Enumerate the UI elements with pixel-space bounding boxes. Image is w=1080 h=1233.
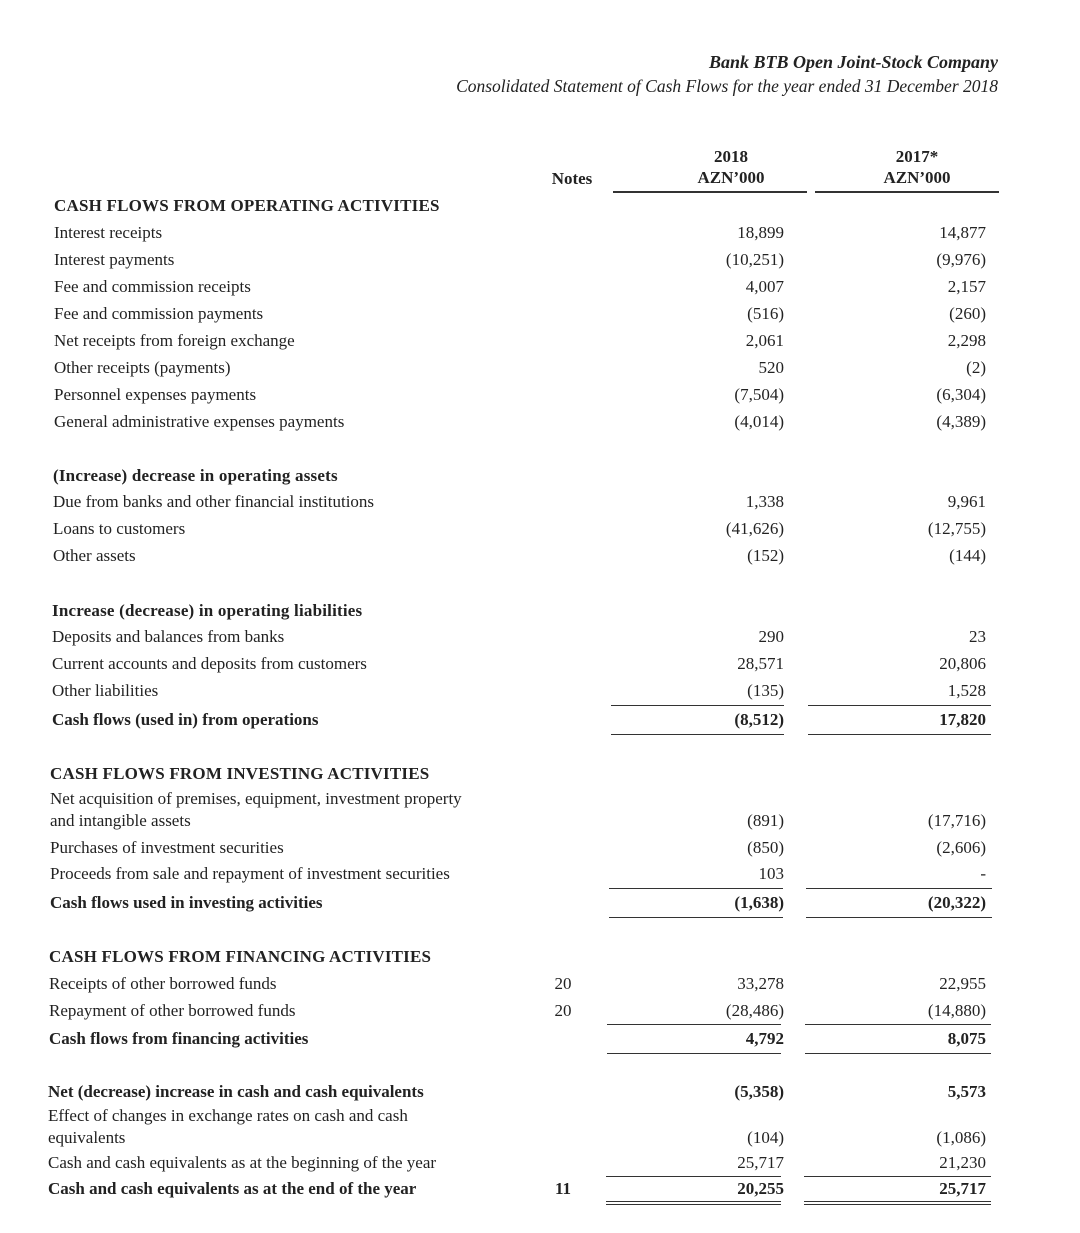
subtotal-rule-2018 (609, 888, 783, 889)
total-rule-2018 (611, 734, 784, 735)
beginning-balance-row: Cash and cash equivalents as at the beginning of the year 25,717 21,230 (48, 1153, 986, 1172)
section-heading-operating: CASH FLOWS FROM OPERATING ACTIVITIES (54, 196, 440, 215)
total-rule-2018 (607, 1053, 781, 1054)
header-rule-2017 (815, 191, 999, 193)
table-row: Deposits and balances from banks 290 23 (52, 627, 986, 646)
column-unit-2018: AZN’000 (697, 168, 765, 187)
subtotal-rule-2018 (607, 1024, 781, 1025)
fx-effect-row-line1: Effect of changes in exchange rates on cash and cash (48, 1106, 408, 1125)
table-row: Personnel expenses payments (7,504) (6,304) (54, 385, 986, 404)
section-heading-financing: CASH FLOWS FROM FINANCING ACTIVITIES (49, 947, 432, 966)
company-name: Bank BTB Open Joint-Stock Company (708, 52, 998, 72)
table-row: Other liabilities (135) 1,528 (52, 681, 986, 700)
column-year-2018: 2018 (714, 147, 748, 166)
subtotal-rule-2017 (804, 1176, 991, 1177)
table-row: Repayment of other borrowed funds 20 (28,486) (14,880) (49, 1001, 986, 1020)
net-change-row: Net (decrease) increase in cash and cash equivalents (5,358) 5,573 (48, 1082, 986, 1101)
table-row: Other assets (152) (144) (53, 546, 986, 565)
table-row: General administrative expenses payments (4,014) (4,389) (54, 412, 986, 431)
column-year-2017: 2017* (895, 147, 939, 166)
table-row: Interest payments (10,251) (9,976) (54, 250, 986, 269)
table-row: and intangible assets (891) (17,716) (50, 811, 986, 830)
table-row-line1: Net acquisition of premises, equipment, investment property (50, 789, 462, 808)
total-rule-2017 (805, 1053, 991, 1054)
table-row: Other receipts (payments) 520 (2) (54, 358, 986, 377)
table-row: Due from banks and other financial institutions 1,338 9,961 (53, 492, 986, 511)
subtotal-rule-2017 (805, 1024, 991, 1025)
notes-column-header: Notes (551, 169, 593, 188)
table-row: Loans to customers (41,626) (12,755) (53, 519, 986, 538)
total-row-operations: Cash flows (used in) from operations (8,512) 17,820 (52, 710, 986, 729)
statement-title: Consolidated Statement of Cash Flows for the year ended 31 December 2018 (456, 76, 998, 96)
subtotal-rule-2017 (806, 888, 992, 889)
table-row: Interest receipts 18,899 14,877 (54, 223, 986, 242)
column-header-2017 (838, 146, 996, 188)
double-rule-2017 (804, 1201, 991, 1205)
column-unit-2017: AZN’000 (883, 168, 951, 187)
table-row: Net receipts from foreign exchange 2,061 2,298 (54, 331, 986, 350)
double-rule-2018 (606, 1201, 781, 1205)
subtotal-rule-2017 (808, 705, 991, 706)
table-row: Current accounts and deposits from customers 28,571 20,806 (52, 654, 986, 673)
subtotal-rule-2018 (606, 1176, 781, 1177)
section-heading-investing: CASH FLOWS FROM INVESTING ACTIVITIES (50, 764, 430, 783)
total-row-financing: Cash flows from financing activities 4,792 8,075 (49, 1029, 986, 1048)
table-row: Purchases of investment securities (850) (2,606) (50, 838, 986, 857)
section-heading-operating-liabilities: Increase (decrease) in operating liabilities (52, 601, 363, 620)
column-header-2018 (656, 146, 806, 188)
header-rule-2018 (613, 191, 807, 193)
table-row: Receipts of other borrowed funds 20 33,278 22,955 (49, 974, 986, 993)
ending-balance-row: Cash and cash equivalents as at the end of the year 11 20,255 25,717 (48, 1179, 986, 1198)
total-row-investing: Cash flows used in investing activities (1,638) (20,322) (50, 893, 986, 912)
total-rule-2018 (609, 917, 783, 918)
table-row: Proceeds from sale and repayment of investment securities 103 - (50, 864, 986, 883)
fx-effect-row: equivalents (104) (1,086) (48, 1128, 986, 1147)
table-row: Fee and commission payments (516) (260) (54, 304, 986, 323)
total-rule-2017 (806, 917, 992, 918)
total-rule-2017 (808, 734, 991, 735)
subtotal-rule-2018 (611, 705, 784, 706)
table-row: Fee and commission receipts 4,007 2,157 (54, 277, 986, 296)
section-heading-operating-assets: (Increase) decrease in operating assets (53, 466, 338, 485)
